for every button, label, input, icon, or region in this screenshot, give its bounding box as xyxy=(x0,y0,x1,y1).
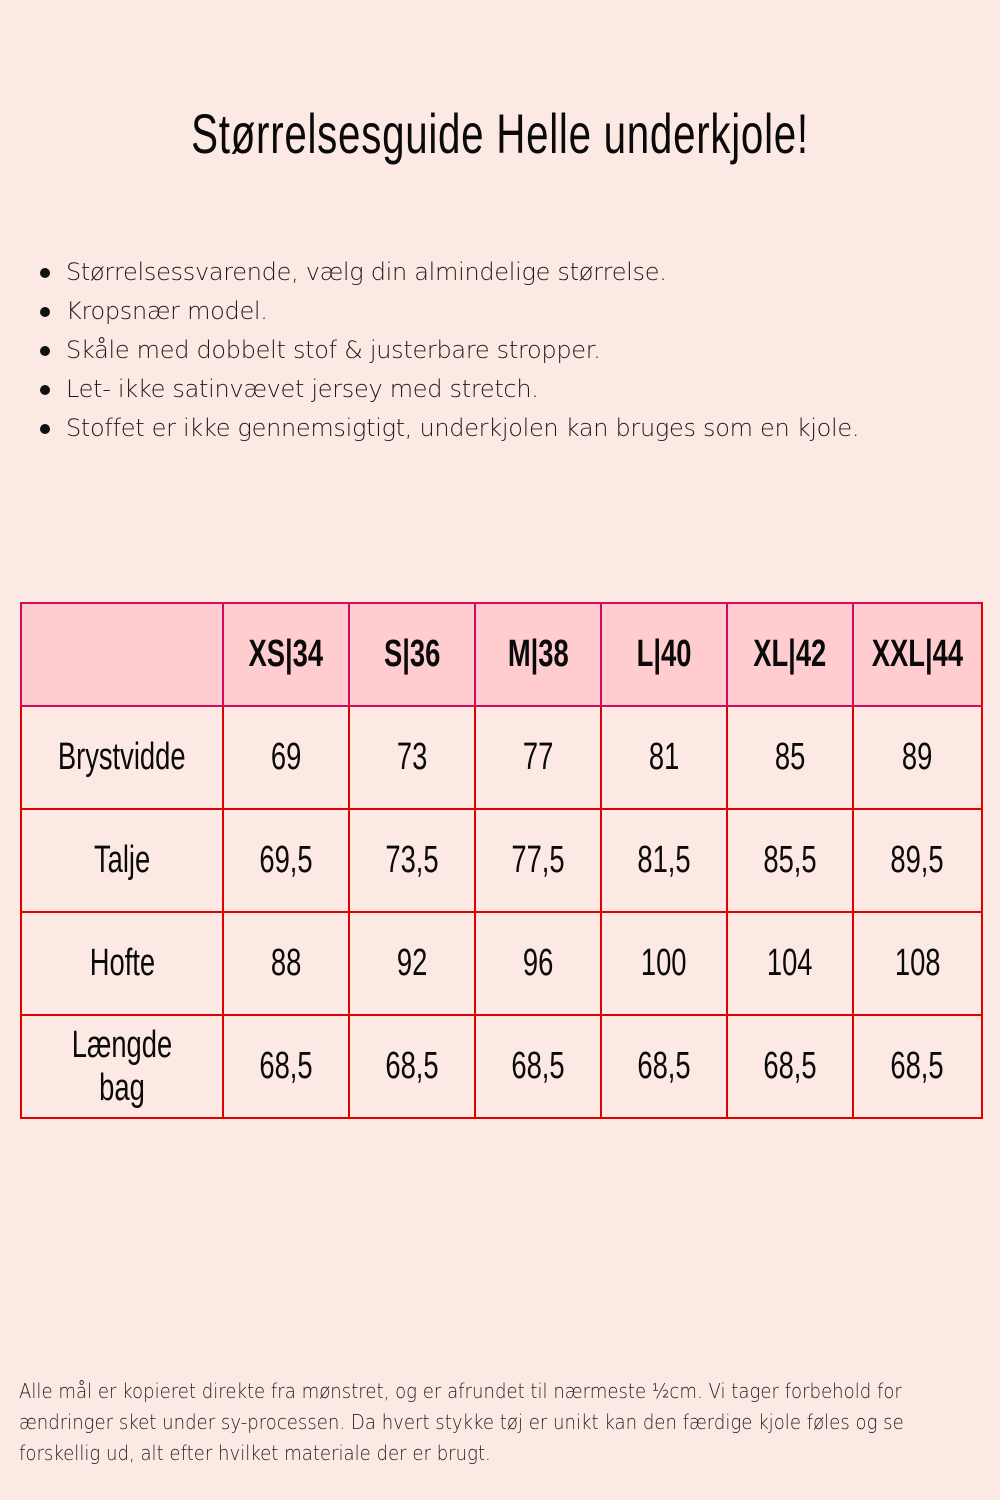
table-cell: 81,5 xyxy=(601,809,727,912)
list-item: Kropsnær model. xyxy=(36,292,976,331)
table-cell: 89,5 xyxy=(853,809,982,912)
table-cell: 88 xyxy=(223,912,349,1015)
table-cell: 108 xyxy=(853,912,982,1015)
size-table xyxy=(20,602,983,1119)
list-item: Let- ikke satinvævet jersey med stretch. xyxy=(36,370,976,409)
table-cell: 68,5 xyxy=(853,1015,982,1118)
column-header: M|38 xyxy=(475,603,601,706)
list-item: Stoffet er ikke gennemsigtigt, underkjolen kan bruges som en kjole. xyxy=(36,409,976,448)
table-cell: 85 xyxy=(727,706,853,809)
feature-list xyxy=(36,253,976,448)
table-cell: 68,5 xyxy=(475,1015,601,1118)
row-label: Talje xyxy=(21,809,223,912)
column-header: XL|42 xyxy=(727,603,853,706)
table-cell: 73,5 xyxy=(349,809,475,912)
table-row xyxy=(21,809,982,912)
table-row xyxy=(21,706,982,809)
table-cell: 69 xyxy=(223,706,349,809)
table-cell: 89 xyxy=(853,706,982,809)
table-cell: 81 xyxy=(601,706,727,809)
table-cell: 69,5 xyxy=(223,809,349,912)
column-header: S|36 xyxy=(349,603,475,706)
column-header: XXL|44 xyxy=(853,603,982,706)
table-row xyxy=(21,1015,982,1118)
table-row xyxy=(21,912,982,1015)
footnote: Alle mål er kopieret direkte fra mønstret, og er afrundet til nærmeste ½cm. Vi tager forbehold for ændringer sket under sy-processen. Da hvert stykke tøj er unikt kan den færdige kjole føles og se forskellig ud, alt efter hvilket materiale der er brugt. xyxy=(19,1379,904,1465)
table-cell: 92 xyxy=(349,912,475,1015)
page-title: Størrelsesguide Helle underkjole! xyxy=(191,102,809,165)
row-label: Brystvidde xyxy=(21,706,223,809)
table-cell: 68,5 xyxy=(601,1015,727,1118)
row-label: Længde bag xyxy=(21,1015,223,1118)
table-cell: 85,5 xyxy=(727,809,853,912)
table-cell: 77 xyxy=(475,706,601,809)
column-header: XS|34 xyxy=(223,603,349,706)
list-item: Størrelsessvarende, vælg din almindelige størrelse. xyxy=(36,253,976,292)
list-item: Skåle med dobbelt stof & justerbare stropper. xyxy=(36,331,976,370)
table-corner-cell xyxy=(21,603,223,706)
table-cell: 68,5 xyxy=(349,1015,475,1118)
table-cell: 68,5 xyxy=(727,1015,853,1118)
row-label: Hofte xyxy=(21,912,223,1015)
table-cell: 77,5 xyxy=(475,809,601,912)
table-header-row xyxy=(21,603,982,706)
table-cell: 96 xyxy=(475,912,601,1015)
table-cell: 73 xyxy=(349,706,475,809)
column-header: L|40 xyxy=(601,603,727,706)
table-cell: 68,5 xyxy=(223,1015,349,1118)
table-cell: 100 xyxy=(601,912,727,1015)
table-cell: 104 xyxy=(727,912,853,1015)
